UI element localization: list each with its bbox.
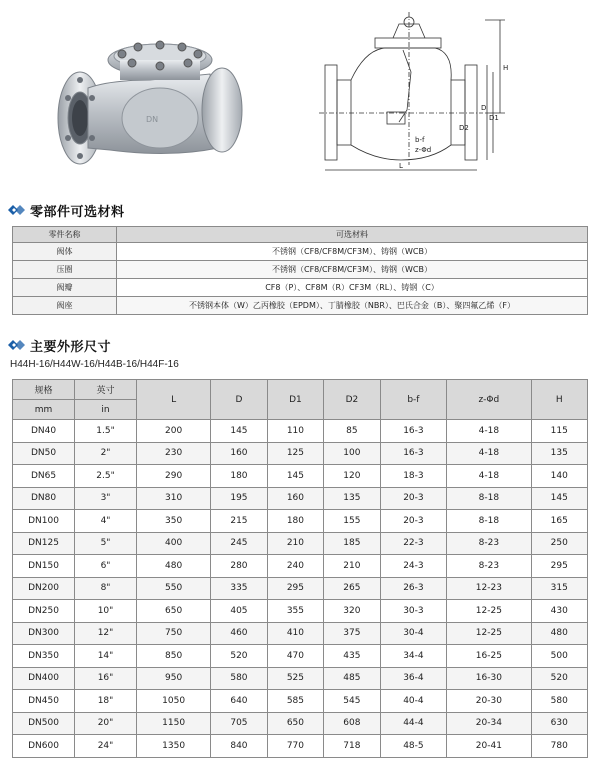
drawing-label-zd: z-Φd (415, 146, 432, 154)
cell-d2: 120 (324, 465, 380, 488)
cell-zd: 12-25 (447, 622, 531, 645)
cell-d2: 155 (324, 510, 380, 533)
cell-zd: 8-23 (447, 555, 531, 578)
cell-spec: DN80 (13, 487, 75, 510)
cell-inch: 18" (75, 690, 137, 713)
header-inch: 英寸 (75, 380, 137, 400)
cell-inch: 3" (75, 487, 137, 510)
cell-spec: DN500 (13, 712, 75, 735)
cell-zd: 4-18 (447, 442, 531, 465)
section-dimensions-heading (8, 336, 111, 354)
cell-d1: 180 (267, 510, 323, 533)
diamond-arrow-icon (8, 338, 26, 352)
cell-zd: 8-18 (447, 487, 531, 510)
table-row (13, 555, 588, 578)
cell-d2: 100 (324, 442, 380, 465)
cell-bf: 22-3 (380, 532, 447, 555)
cell-l: 950 (137, 667, 211, 690)
cell-bf: 24-3 (380, 555, 447, 578)
cell-zd: 20-41 (447, 735, 531, 758)
part-name: 压圈 (13, 261, 117, 279)
header-d: D (211, 380, 267, 420)
materials-header-part: 零件名称 (13, 227, 117, 243)
cell-d2: 435 (324, 645, 380, 668)
header-d1: D1 (267, 380, 323, 420)
table-row (13, 487, 588, 510)
cell-spec: DN200 (13, 577, 75, 600)
cell-zd: 12-23 (447, 577, 531, 600)
cell-l: 650 (137, 600, 211, 623)
cell-d2: 545 (324, 690, 380, 713)
cell-h: 580 (531, 690, 588, 713)
cell-l: 850 (137, 645, 211, 668)
dimensions-table (12, 379, 588, 758)
table-row (13, 297, 588, 315)
section-materials-heading (8, 201, 125, 219)
table-row (13, 735, 588, 758)
cell-l: 400 (137, 532, 211, 555)
header-unit-in: in (75, 400, 137, 420)
valve-drawing (315, 10, 545, 175)
drawing-label-l: L (399, 162, 403, 170)
cell-l: 1050 (137, 690, 211, 713)
cell-inch: 5" (75, 532, 137, 555)
cell-h: 430 (531, 600, 588, 623)
cell-bf: 18-3 (380, 465, 447, 488)
part-material: 不锈钢（CF8/CF8M/CF3M）、铸钢（WCB） (117, 261, 588, 279)
cell-d: 145 (211, 420, 267, 443)
cell-inch: 14" (75, 645, 137, 668)
header-unit-mm: mm (13, 400, 75, 420)
cell-d: 215 (211, 510, 267, 533)
cell-h: 140 (531, 465, 588, 488)
dimensions-body (13, 420, 588, 758)
table-row (13, 510, 588, 533)
cell-bf: 48-5 (380, 735, 447, 758)
drawing-label-d2: D2 (459, 124, 469, 132)
table-row (13, 532, 588, 555)
cell-zd: 4-18 (447, 465, 531, 488)
cell-d: 580 (211, 667, 267, 690)
model-numbers: H44H-16/H44W-16/H44B-16/H44F-16 (10, 359, 179, 370)
cell-spec: DN600 (13, 735, 75, 758)
cell-h: 115 (531, 420, 588, 443)
cell-zd: 8-18 (447, 510, 531, 533)
cell-d2: 185 (324, 532, 380, 555)
cell-h: 630 (531, 712, 588, 735)
cell-d2: 85 (324, 420, 380, 443)
header-d2: D2 (324, 380, 380, 420)
cell-h: 315 (531, 577, 588, 600)
cell-d: 405 (211, 600, 267, 623)
cell-bf: 36-4 (380, 667, 447, 690)
cell-l: 1150 (137, 712, 211, 735)
cell-d1: 355 (267, 600, 323, 623)
cell-l: 290 (137, 465, 211, 488)
table-row (13, 667, 588, 690)
cell-l: 310 (137, 487, 211, 510)
cell-spec: DN150 (13, 555, 75, 578)
cell-zd: 4-18 (447, 420, 531, 443)
cell-h: 780 (531, 735, 588, 758)
table-row (13, 712, 588, 735)
cell-spec: DN40 (13, 420, 75, 443)
cell-d: 840 (211, 735, 267, 758)
table-row (13, 600, 588, 623)
cell-d1: 410 (267, 622, 323, 645)
cell-d1: 210 (267, 532, 323, 555)
table-row (13, 279, 588, 297)
drawing-label-d1: D1 (489, 114, 499, 122)
cell-d: 280 (211, 555, 267, 578)
cell-l: 480 (137, 555, 211, 578)
cell-inch: 2.5" (75, 465, 137, 488)
dimensions-header-row (13, 380, 588, 400)
cell-d1: 295 (267, 577, 323, 600)
cell-inch: 24" (75, 735, 137, 758)
svg-text:DN: DN (146, 115, 159, 124)
drawing-label-bf: b-f (415, 136, 425, 144)
cell-h: 250 (531, 532, 588, 555)
cell-spec: DN400 (13, 667, 75, 690)
cell-bf: 44-4 (380, 712, 447, 735)
cell-inch: 4" (75, 510, 137, 533)
table-row (13, 690, 588, 713)
cell-bf: 16-3 (380, 420, 447, 443)
cell-d: 640 (211, 690, 267, 713)
part-material: 不锈钢本体（W）乙丙橡胶（EPDM）、丁腈橡胶（NBR）、巴氏合金（B）、聚四氟乙烯（F） (117, 297, 588, 315)
cell-d1: 145 (267, 465, 323, 488)
cell-h: 165 (531, 510, 588, 533)
materials-header-row (13, 227, 588, 243)
cell-inch: 2" (75, 442, 137, 465)
cell-d2: 608 (324, 712, 380, 735)
cell-d1: 160 (267, 487, 323, 510)
cell-d2: 320 (324, 600, 380, 623)
cell-bf: 34-4 (380, 645, 447, 668)
cell-inch: 12" (75, 622, 137, 645)
materials-table (12, 226, 588, 315)
cell-inch: 10" (75, 600, 137, 623)
cell-spec: DN125 (13, 532, 75, 555)
cell-h: 500 (531, 645, 588, 668)
cell-bf: 16-3 (380, 442, 447, 465)
part-name: 阀座 (13, 297, 117, 315)
cell-inch: 20" (75, 712, 137, 735)
valve-photo (50, 18, 250, 168)
cell-zd: 16-25 (447, 645, 531, 668)
part-material: CF8（P）、CF8M（R）CF3M（RL）、铸钢（C） (117, 279, 588, 297)
cell-d2: 375 (324, 622, 380, 645)
cell-inch: 6" (75, 555, 137, 578)
cell-d1: 240 (267, 555, 323, 578)
cell-d1: 525 (267, 667, 323, 690)
cell-spec: DN250 (13, 600, 75, 623)
cell-d1: 470 (267, 645, 323, 668)
table-row (13, 420, 588, 443)
cell-d1: 125 (267, 442, 323, 465)
table-row (13, 645, 588, 668)
cell-zd: 20-34 (447, 712, 531, 735)
product-images (0, 0, 600, 190)
table-row (13, 261, 588, 279)
cell-bf: 20-3 (380, 487, 447, 510)
cell-h: 135 (531, 442, 588, 465)
part-material: 不锈钢（CF8/CF8M/CF3M）、铸钢（WCB） (117, 243, 588, 261)
cell-d: 245 (211, 532, 267, 555)
cell-bf: 30-4 (380, 622, 447, 645)
cell-l: 1350 (137, 735, 211, 758)
cell-bf: 40-4 (380, 690, 447, 713)
cell-spec: DN65 (13, 465, 75, 488)
header-l: L (137, 380, 211, 420)
drawing-label-d: D (481, 104, 487, 112)
cell-d: 180 (211, 465, 267, 488)
cell-d2: 135 (324, 487, 380, 510)
cell-spec: DN350 (13, 645, 75, 668)
cell-zd: 20-30 (447, 690, 531, 713)
table-row (13, 465, 588, 488)
cell-bf: 30-3 (380, 600, 447, 623)
cell-zd: 12-25 (447, 600, 531, 623)
table-row (13, 577, 588, 600)
cell-d: 335 (211, 577, 267, 600)
header-zd: z-Φd (447, 380, 531, 420)
cell-d2: 718 (324, 735, 380, 758)
cell-l: 350 (137, 510, 211, 533)
cell-d1: 585 (267, 690, 323, 713)
part-name: 阀瓣 (13, 279, 117, 297)
cell-spec: DN50 (13, 442, 75, 465)
cell-l: 200 (137, 420, 211, 443)
cell-zd: 8-23 (447, 532, 531, 555)
cell-d2: 485 (324, 667, 380, 690)
table-row (13, 622, 588, 645)
cell-h: 295 (531, 555, 588, 578)
cell-d1: 650 (267, 712, 323, 735)
drawing-label-h: H (503, 64, 509, 72)
cell-d2: 265 (324, 577, 380, 600)
cell-d: 160 (211, 442, 267, 465)
cell-spec: DN100 (13, 510, 75, 533)
cell-d: 460 (211, 622, 267, 645)
cell-h: 520 (531, 667, 588, 690)
cell-h: 480 (531, 622, 588, 645)
table-row (13, 243, 588, 261)
diamond-arrow-icon (8, 203, 26, 217)
part-name: 阀体 (13, 243, 117, 261)
header-h: H (531, 380, 588, 420)
header-spec: 规格 (13, 380, 75, 400)
cell-l: 550 (137, 577, 211, 600)
cell-d2: 210 (324, 555, 380, 578)
cell-l: 230 (137, 442, 211, 465)
cell-h: 145 (531, 487, 588, 510)
section-materials-title: 零部件可选材料 (30, 204, 125, 220)
cell-zd: 16-30 (447, 667, 531, 690)
cell-spec: DN450 (13, 690, 75, 713)
cell-d: 520 (211, 645, 267, 668)
materials-header-material: 可选材料 (117, 227, 588, 243)
cell-inch: 1.5" (75, 420, 137, 443)
table-row (13, 442, 588, 465)
cell-spec: DN300 (13, 622, 75, 645)
cell-bf: 20-3 (380, 510, 447, 533)
cell-bf: 26-3 (380, 577, 447, 600)
cell-d1: 770 (267, 735, 323, 758)
cell-d: 195 (211, 487, 267, 510)
cell-l: 750 (137, 622, 211, 645)
cell-inch: 8" (75, 577, 137, 600)
cell-inch: 16" (75, 667, 137, 690)
cell-d1: 110 (267, 420, 323, 443)
cell-d: 705 (211, 712, 267, 735)
header-bf: b-f (380, 380, 447, 420)
section-dimensions-title: 主要外形尺寸 (30, 339, 112, 355)
